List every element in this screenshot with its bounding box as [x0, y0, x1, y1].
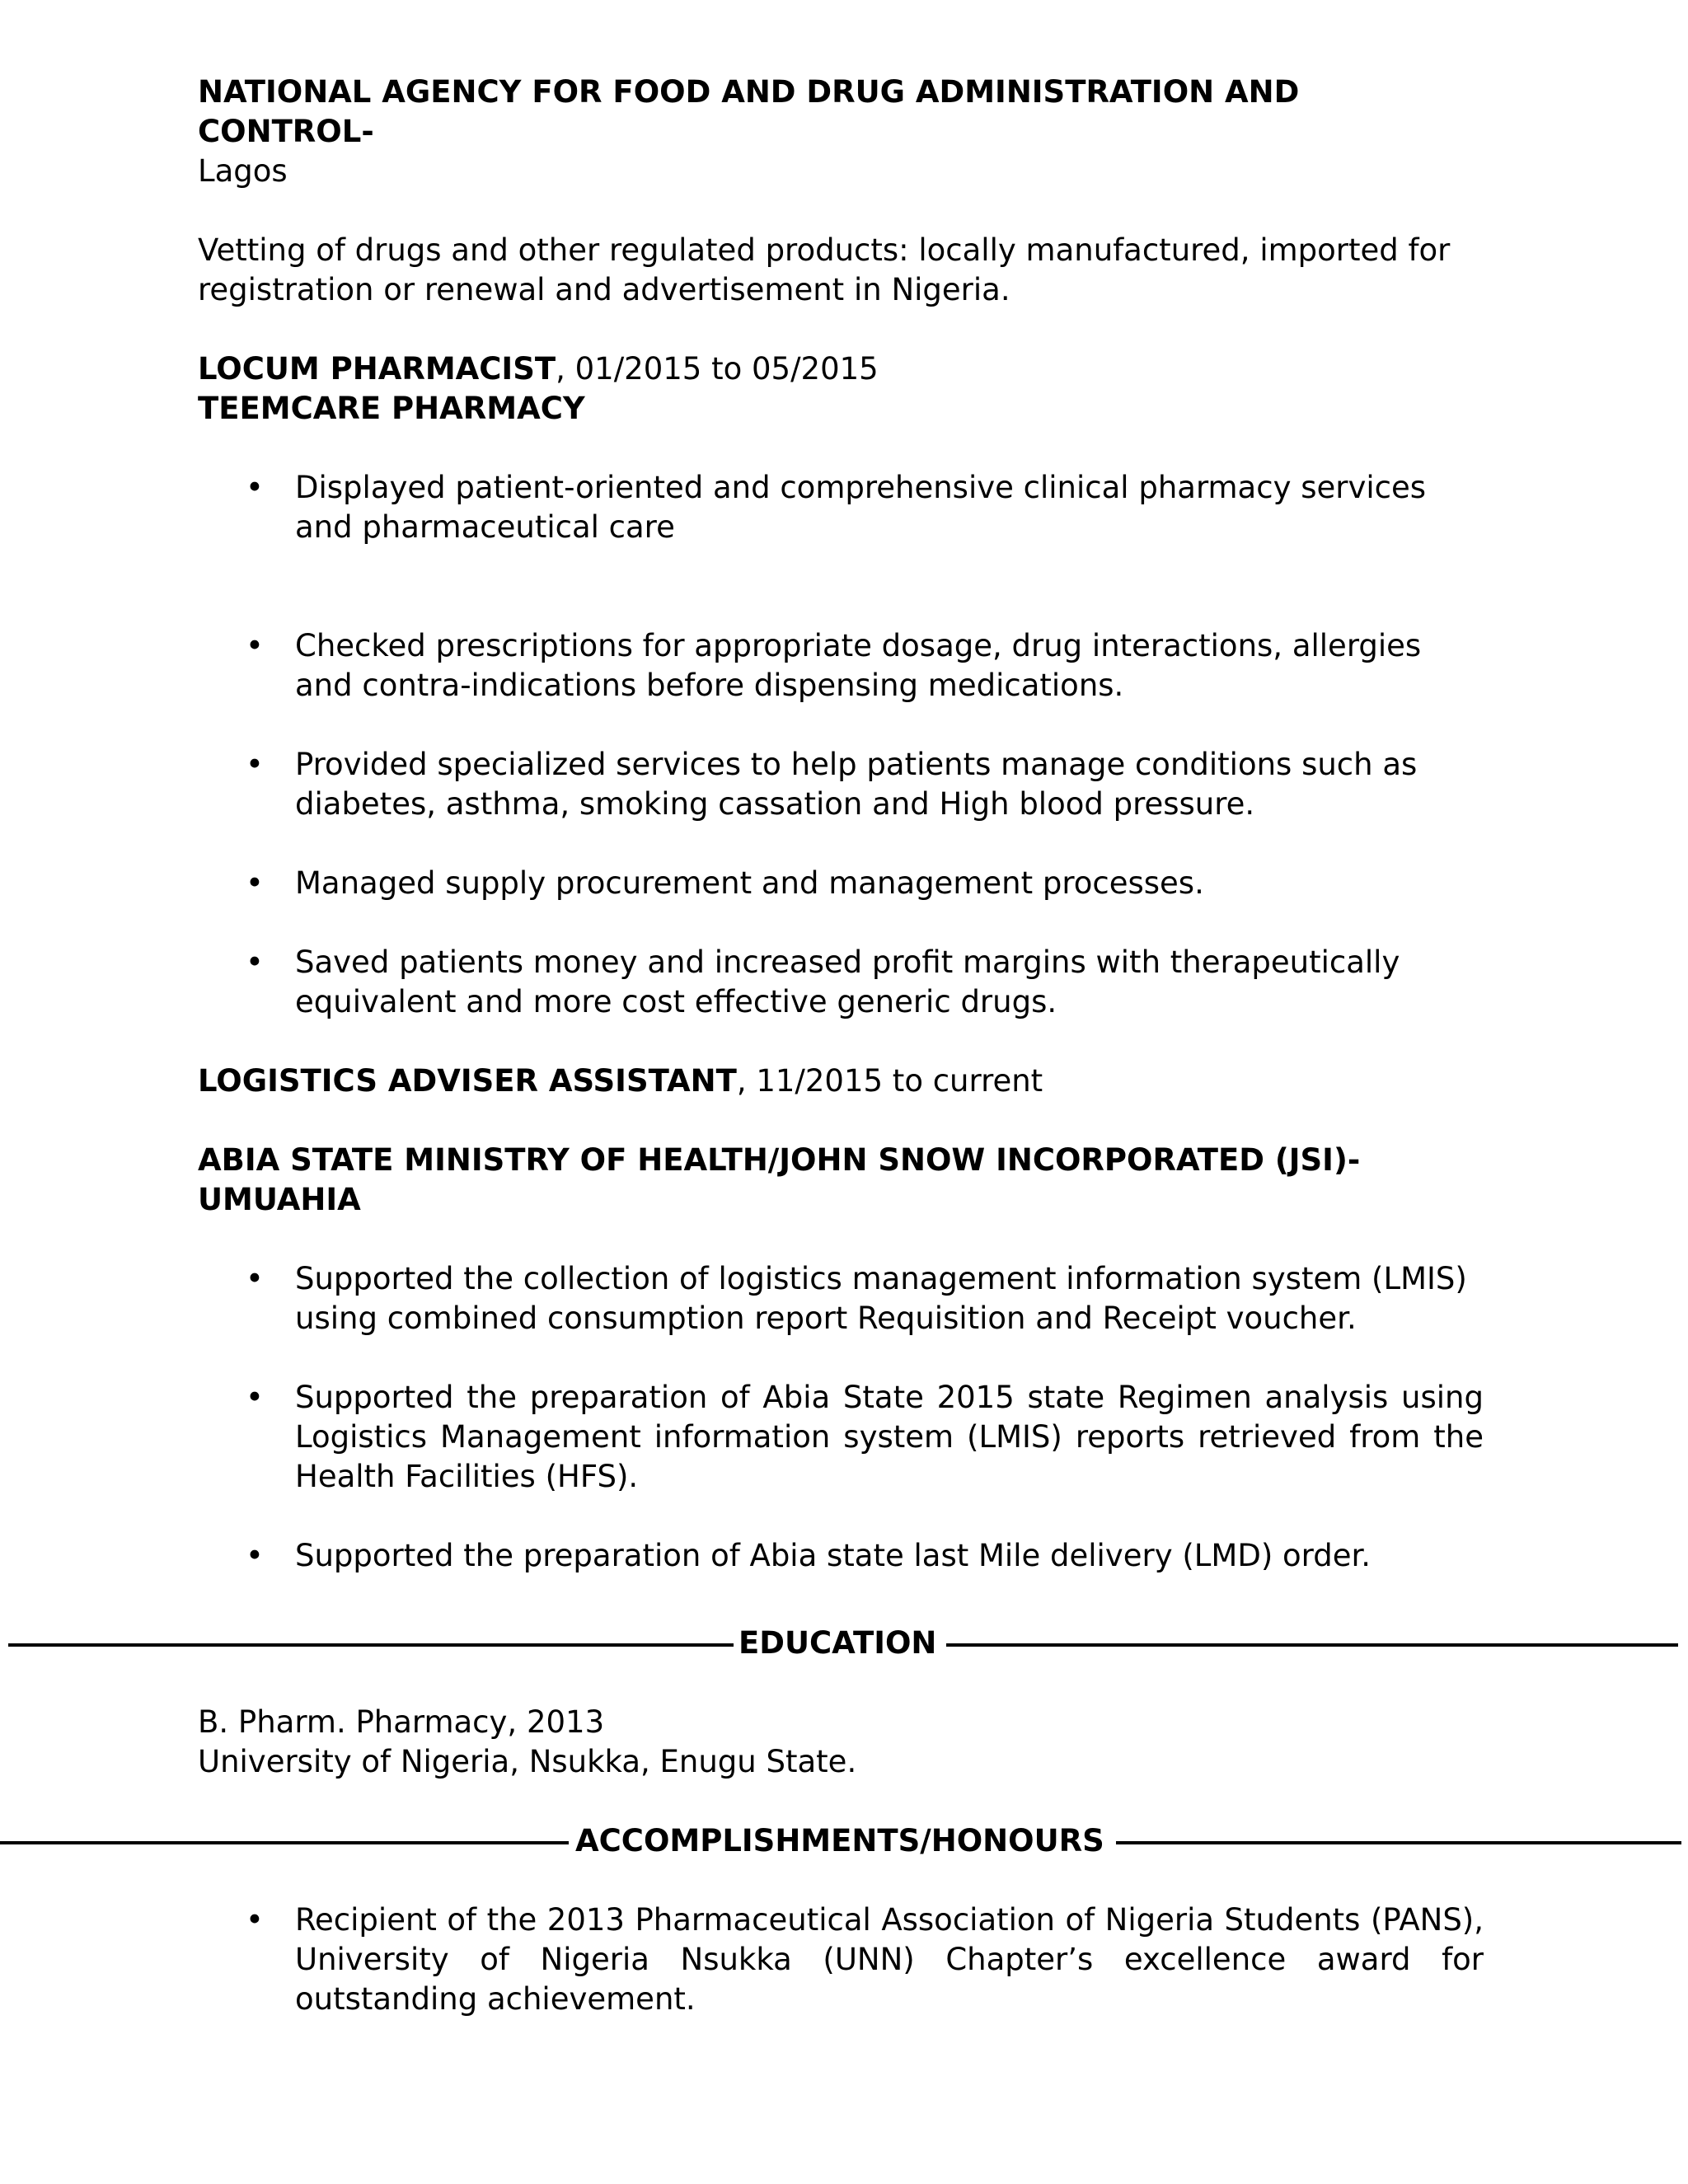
nafdac-location: Lagos — [198, 153, 288, 189]
logistics-dates: , 11/2015 to current — [736, 1063, 1043, 1099]
heading-rule-left — [8, 1643, 734, 1647]
list-item — [198, 1536, 1484, 1576]
heading-rule-right — [946, 1643, 1678, 1647]
logistics-employer: ABIA STATE MINISTRY OF HEALTH/JOHN SNOW INCORPORATED (JSI)-UMUAHIA — [198, 1142, 1361, 1217]
list-item-text: Checked prescriptions for appropriate dosage, drug interactions, allergies and contra-indications before dispensing medications. — [295, 628, 1422, 703]
locum-title-line — [198, 349, 1484, 389]
list-item-text: Supported the preparation of Abia state last Mile delivery (LMD) order. — [295, 1538, 1372, 1573]
nafdac-description: Vetting of drugs and other regulated products: locally manufactured, imported for registration or renewal and advertisement in Nigeria. — [198, 232, 1451, 307]
list-item — [198, 745, 1484, 824]
list-item-text: Supported the collection of logistics management information system (LMIS) using combined consumption report Requisition and Receipt voucher. — [295, 1261, 1467, 1336]
logistics-entry — [198, 1062, 1484, 1576]
list-item — [198, 943, 1484, 1022]
accomplishments-bullet-list — [198, 1900, 1484, 2019]
list-item — [198, 1378, 1484, 1497]
nafdac-entry — [198, 73, 1484, 310]
list-item-text: Displayed patient-oriented and comprehensive clinical pharmacy services and pharmaceutical care — [295, 470, 1427, 545]
education-entry — [198, 1703, 856, 1782]
locum-employer: TEEMCARE PHARMACY — [198, 391, 585, 426]
list-item-text: Supported the preparation of Abia State 2015 state Regimen analysis using Logistics Management information system (LMIS) reports retrieved from the Health Facilities (HFS). — [295, 1380, 1484, 1494]
nafdac-org-name: NATIONAL AGENCY FOR FOOD AND DRUG ADMINISTRATION AND CONTROL- — [198, 74, 1300, 149]
education-heading — [0, 1624, 1688, 1663]
bullet-icon: • — [246, 1261, 264, 1296]
list-item — [198, 864, 1484, 903]
heading-rule-left — [0, 1841, 569, 1844]
bullet-icon: • — [246, 944, 264, 980]
list-item-text: Managed supply procurement and management processes. — [295, 865, 1204, 901]
list-item — [198, 468, 1484, 547]
list-item-text: Provided specialized services to help patients manage conditions such as diabetes, asthma, smoking cassation and High blood pressure. — [295, 747, 1418, 822]
education-degree: B. Pharm. Pharmacy, 2013 — [198, 1704, 605, 1740]
heading-rule-right — [1116, 1841, 1681, 1844]
bullet-icon: • — [246, 747, 264, 782]
education-heading-label: EDUCATION — [738, 1625, 937, 1661]
logistics-bullet-list — [198, 1259, 1484, 1576]
list-item — [198, 626, 1484, 705]
accomplishments-heading — [0, 1821, 1688, 1861]
logistics-title-line — [198, 1062, 1484, 1101]
list-item-text: Saved patients money and increased profit margins with therapeutically equivalent and more cost effective generic drugs. — [295, 944, 1400, 1019]
locum-entry — [198, 349, 1484, 1022]
accomplishments-entry — [198, 1900, 1484, 2019]
bullet-icon: • — [246, 1902, 264, 1938]
experience-content — [198, 73, 1484, 1576]
list-item-text: Recipient of the 2013 Pharmaceutical Association of Nigeria Students (PANS), University of Nigeria Nsukka (UNN) Chapter’s excellence award for outstanding achievement. — [295, 1902, 1484, 2017]
locum-bullet-list — [198, 468, 1484, 1022]
logistics-job-title: LOGISTICS ADVISER ASSISTANT — [198, 1063, 737, 1099]
education-school: University of Nigeria, Nsukka, Enugu State. — [198, 1744, 857, 1779]
list-item — [198, 1259, 1484, 1338]
bullet-icon: • — [246, 1538, 264, 1573]
list-item — [198, 1900, 1484, 2019]
accomplishments-heading-label: ACCOMPLISHMENTS/HONOURS — [575, 1823, 1104, 1858]
locum-job-title: LOCUM PHARMACIST — [198, 351, 556, 387]
bullet-icon: • — [246, 865, 264, 901]
bullet-icon: • — [246, 1380, 264, 1415]
bullet-icon: • — [246, 470, 264, 505]
locum-dates: , 01/2015 to 05/2015 — [556, 351, 879, 387]
bullet-icon: • — [246, 628, 264, 663]
